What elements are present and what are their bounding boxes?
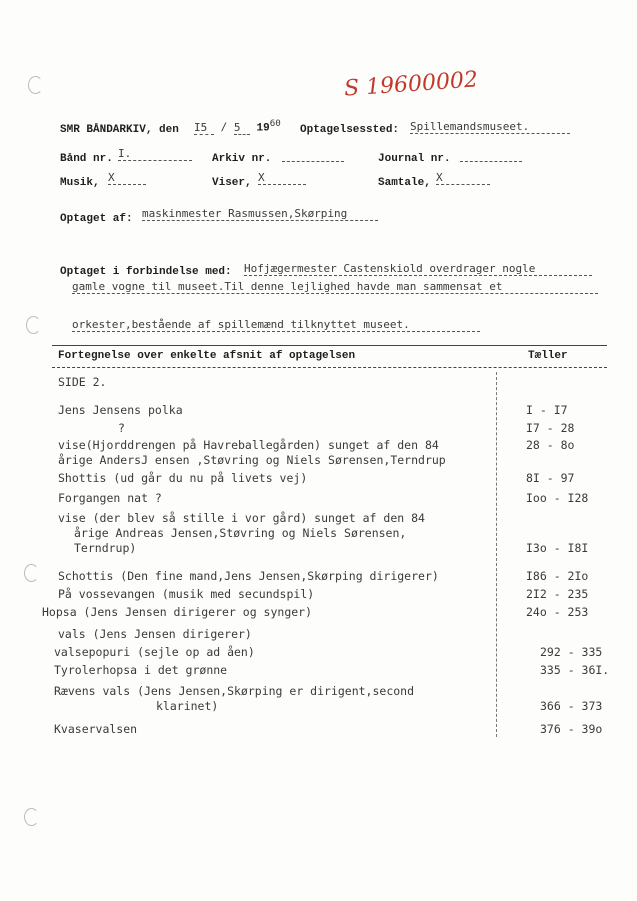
- list-item-line: Rævens vals (Jens Jensen,Skørping er dirigent,second: [54, 684, 415, 698]
- recording-place-value: Spillemandsmuseet.: [410, 120, 570, 134]
- counter-value: 366 - 373: [540, 699, 603, 713]
- list-item-line: vise(Hjorddrengen på Havreballegården) sunget af den 84: [58, 438, 439, 452]
- list-item-line: valsepopuri (sejle op ad åen): [54, 645, 255, 659]
- conversation-label: Samtale,: [378, 177, 431, 189]
- counter-value: 24o - 253: [526, 605, 589, 619]
- songs-value: X: [258, 171, 306, 185]
- recording-place-label: Optagelsessted:: [300, 124, 400, 136]
- side-label: SIDE 2.: [58, 375, 107, 389]
- counter-value: I7 - 28: [526, 421, 575, 435]
- archive-reference: S 19600002: [343, 67, 479, 102]
- list-item-line: klarinet): [156, 699, 219, 713]
- list-item-line: årige Andreas Jensen,Støvring og Niels Sørensen,: [74, 526, 407, 540]
- list-item-line: Tyrolerhopsa i det grønne: [54, 663, 228, 677]
- tape-no-label: Bånd nr.: [60, 153, 113, 165]
- counter-value: 8I - 97: [526, 471, 575, 485]
- occasion-line-2: gamle vogne til museet.Til denne lejlighed havde man sammensat et: [72, 280, 598, 294]
- counter-value: I - I7: [526, 403, 568, 417]
- conversation-value: X: [436, 171, 490, 185]
- table-header-rule: [52, 367, 607, 368]
- list-item-line: Schottis (Den fine mand,Jens Jensen,Skørping dirigerer): [58, 569, 439, 583]
- counter-value: 292 - 335: [540, 645, 603, 659]
- archive-label: SMR BÅNDARKIV, den: [60, 124, 179, 136]
- list-item-line: Kvaservalsen: [54, 722, 138, 736]
- counter-value: 376 - 39o: [540, 722, 603, 736]
- date-month: 5: [234, 121, 250, 135]
- journal-no-value: [460, 149, 522, 162]
- counter-value: 335 - 36I.: [540, 663, 610, 677]
- punch-hole: [24, 808, 39, 826]
- archive-no-label: Arkiv nr.: [212, 153, 272, 165]
- archive-no-value: [282, 149, 344, 162]
- music-label: Musik,: [60, 177, 100, 189]
- journal-no-label: Journal nr.: [378, 153, 451, 165]
- counter-value: I3o - I8I: [526, 541, 589, 555]
- occasion-line-3: orkester,bestående af spillemænd tilknyttet museet.: [72, 318, 480, 332]
- date-year-suffix: 60: [269, 118, 281, 129]
- occasion-line-1: Hofjægermester Castenskiold overdrager nogle: [244, 262, 592, 276]
- recorded-by-value: maskinmester Rasmussen,Skørping: [142, 207, 378, 221]
- list-item-line: årige AndersJ ensen ,Støvring og Niels Sørensen,Terndrup: [58, 453, 446, 467]
- tape-no-value: I.: [118, 147, 192, 161]
- list-item-line: Hopsa (Jens Jensen dirigerer og synger): [42, 605, 313, 619]
- list-item-line: Shottis (ud går du nu på livets vej): [58, 471, 308, 485]
- list-item-line: Forgangen nat ?: [58, 491, 162, 505]
- date-field: I5 / 5 $19^{60}$: [194, 118, 281, 135]
- list-item-line: vals (Jens Jensen dirigerer): [58, 627, 252, 641]
- counter-value: Ioo - I28: [526, 491, 589, 505]
- music-value: X: [108, 171, 146, 185]
- punch-hole: [28, 76, 43, 94]
- list-item-line: vise (der blev så stille i vor gård) sunget af den 84: [58, 511, 425, 525]
- occasion-label: Optaget i forbindelse med:: [60, 266, 232, 278]
- table-top-rule: [52, 345, 607, 346]
- recorded-by-label: Optaget af:: [60, 213, 133, 225]
- column-divider: [496, 372, 497, 737]
- counter-value: I86 - 2Io: [526, 569, 589, 583]
- counter-heading: Tæller: [528, 350, 568, 362]
- punch-hole: [26, 316, 41, 334]
- date-day: I5: [194, 121, 214, 135]
- counter-value: 28 - 8o: [526, 438, 575, 452]
- list-item-line: Terndrup): [74, 541, 137, 555]
- contents-heading: Fortegnelse over enkelte afsnit af optagelsen: [58, 350, 356, 362]
- punch-hole: [24, 564, 39, 582]
- list-item-line: Jens Jensens polka: [58, 403, 183, 417]
- list-item-line: ?: [118, 421, 125, 435]
- date-year-prefix: 19: [256, 122, 270, 135]
- counter-value: 2I2 - 235: [526, 587, 589, 601]
- songs-label: Viser,: [212, 177, 252, 189]
- list-item-line: På vossevangen (musik med secundspil): [58, 587, 315, 601]
